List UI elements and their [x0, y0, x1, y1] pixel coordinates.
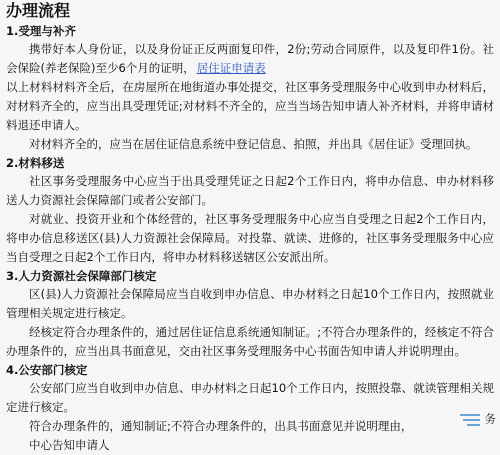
- paragraph: 公安部门应当自收到申办信息、申办材料之日起10个工作日内，按照投靠、就读管理相关规定进行核定。: [6, 381, 494, 414]
- paragraph: 社区事务受理服务中心应当于出具受理凭证之日起2个工作日内，将申办信息、申办材料移送人力资源社会保障部门或者公安部门。: [6, 174, 494, 207]
- section-heading-1: 1.受理与补齐: [6, 24, 76, 38]
- paragraph: [6, 40, 494, 78]
- paragraph: 经核定符合办理条件的，通过居住证信息系统通知制证。;不符合办理条件的，经核定不符合办理条件的，应当出具书面意见，交由社区事务受理服务中心书面告知申请人并说明理由。: [6, 325, 494, 358]
- section-heading-4: 4.公安部门核定: [6, 363, 88, 377]
- page-title: 办理流程: [6, 1, 71, 20]
- section-heading-2: 2.材料移送: [6, 156, 65, 170]
- paragraph: 中心告知申请人: [29, 438, 110, 452]
- watermark-logo-icon: [459, 412, 481, 426]
- paragraph: 对就业、投资开业和个体经营的，社区事务受理服务中心应当自受理之日起2个工作日内，将申办信息移送区(县)人力资源社会保障局。对投靠、就读、进修的，社区事务受理服务中心应当自受理之日起2个工作日内，将申办材料移送辖区公安派出所。: [6, 212, 494, 264]
- watermark-text: 务: [484, 412, 496, 426]
- section-heading-3: 3.人力资源社会保障部门核定: [6, 269, 157, 283]
- residence-permit-form-link[interactable]: 居住证申请表: [196, 61, 266, 75]
- paragraph: 对材料齐全的，应当在居住证信息系统中登记信息、拍照，并出具《居住证》受理回执。: [29, 137, 478, 151]
- paragraph: 符合办理条件的，通知制证;不符合办理条件的，出具书面意见并说明理由，: [29, 419, 413, 433]
- paragraph: 区(县)人力资源社会保障局应当自收到申办信息、申办材料之日起10个工作日内，按照就业管理相关规定进行核定。: [6, 287, 494, 320]
- watermark: [440, 409, 496, 429]
- paragraph: 以上材料材料齐全后，在房屋所在地街道办事处提交，社区事务受理服务中心收到申办材料后，对材料齐全的，应当出具受理凭证;对材料不齐全的，应当当场告知申请人补齐材料，并将申请材料退还申请人。: [6, 80, 494, 132]
- paragraph-text: 携带好本人身份证，以及身份证正反两面复印件，2份;劳动合同原件，以及复印件1份。社会保险(养老保险)至少6个月的证明，: [6, 42, 494, 75]
